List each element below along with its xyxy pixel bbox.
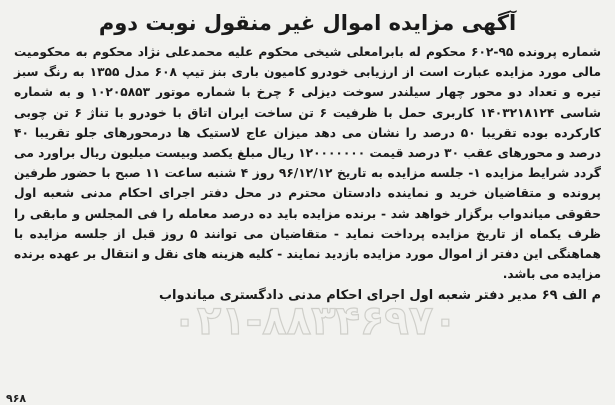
notice-body: شماره پرونده ۹۵-۶۰۲ محکوم له بابرامعلی شیخی محکوم علیه محمدعلی نژاد محکوم به محکومیت مالی مورد مزایده عبارت است از ارزیابی خودرو کامیون باری بنز تیپ ۶۰۸ مدل ۱۳۵۵ به رنگ سبز تیره و تعداد دو محور چهار سیلندر سوخت دیزلی ۶ چرخ با شماره موتور ۱۰۲۰۵۸۵۳ و به شماره شاسی ۱۴۰۳۲۱۸۱۲۴ کاربری حمل با ظرفیت ۶ تن ساخت ایران اتاق با خودرو با تناژ ۶ تن چوبی کارکرده بوده تقریبا ۵۰ درصد را نشان می دهد میزان عاج لاستیک ها درمحورهای جلو تقریبا ۴۰ درصد و محورهای عقب ۳۰ درصد قیمت ۱۲۰۰۰۰۰۰۰ ریال مبلغ یکصد وبیست میلیون ریال براورد می گردد شرایط مزایده ۱- جلسه مزایده به تاریخ ۹۶/۱۲/۱۲ روز ۴ شنبه ساعت ۱۱ صبح با حضور طرفین پرونده و متقاضیان خرید و نماینده دادستان محترم در محل دفتر اجرای احکام مدنی شعبه اول حقوقی میاندواب برگزار خواهد شد - برنده مزایده باید ده درصد معامله را فی المجلس و مابقی را ظرف یکماه از تاریخ مزایده پرداخت نماید - متقاضیان می توانند ۵ روز قبل از جلسه مزایده با هماهنگی این دفتر از اموال مورد مزایده بازدید نمایند - کلیه هزینه های نقل و انتقال بر عهده برنده مزایده می باشد. <box>14 45 602 282</box>
page-number: ۹۶۸ <box>6 392 27 405</box>
notice-footer: م الف ۶۹ مدیر دفتر شعبه اول اجرای احکام مدنی دادگستری میاندواب <box>158 288 601 304</box>
notice-title: آگهی مزایده اموال غیر منقول نوبت دوم <box>98 11 517 35</box>
watermark-phone: ۰۲۱-۸۸۳۴۶۹۷۰ <box>172 298 458 344</box>
